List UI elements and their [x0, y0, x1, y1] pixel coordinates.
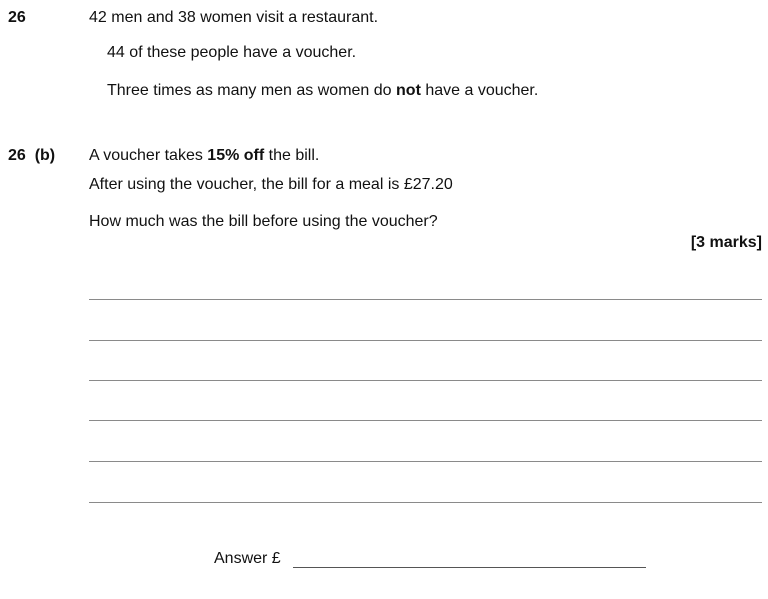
question-number: 26 (b) [8, 147, 56, 164]
question-text-line: After using the voucher, the bill for a meal is £27.20 [89, 176, 453, 193]
text-segment: the bill. [264, 147, 320, 164]
text-segment: have a voucher. [420, 82, 539, 99]
text-segment: A voucher takes [89, 147, 208, 164]
question-text-line: 44 of these people have a voucher. [107, 44, 357, 61]
answer-line[interactable] [293, 567, 646, 568]
answer-label: Answer £ [214, 550, 281, 567]
working-line[interactable] [89, 502, 762, 503]
working-line[interactable] [89, 461, 762, 462]
marks-label: [3 marks] [690, 234, 762, 251]
working-line[interactable] [89, 299, 762, 300]
question-text-line [107, 82, 538, 100]
working-line[interactable] [89, 420, 762, 421]
question-number: 26 [8, 9, 26, 26]
working-line[interactable] [89, 340, 762, 341]
question-text-line [89, 147, 319, 165]
working-line[interactable] [89, 380, 762, 381]
emphasis-text: not [396, 82, 421, 99]
text-segment: Three times as many men as women do [107, 82, 397, 99]
emphasis-text: 15% off [207, 147, 265, 164]
question-prompt: How much was the bill before using the voucher? [89, 213, 438, 230]
question-text-line: 42 men and 38 women visit a restaurant. [89, 9, 379, 26]
